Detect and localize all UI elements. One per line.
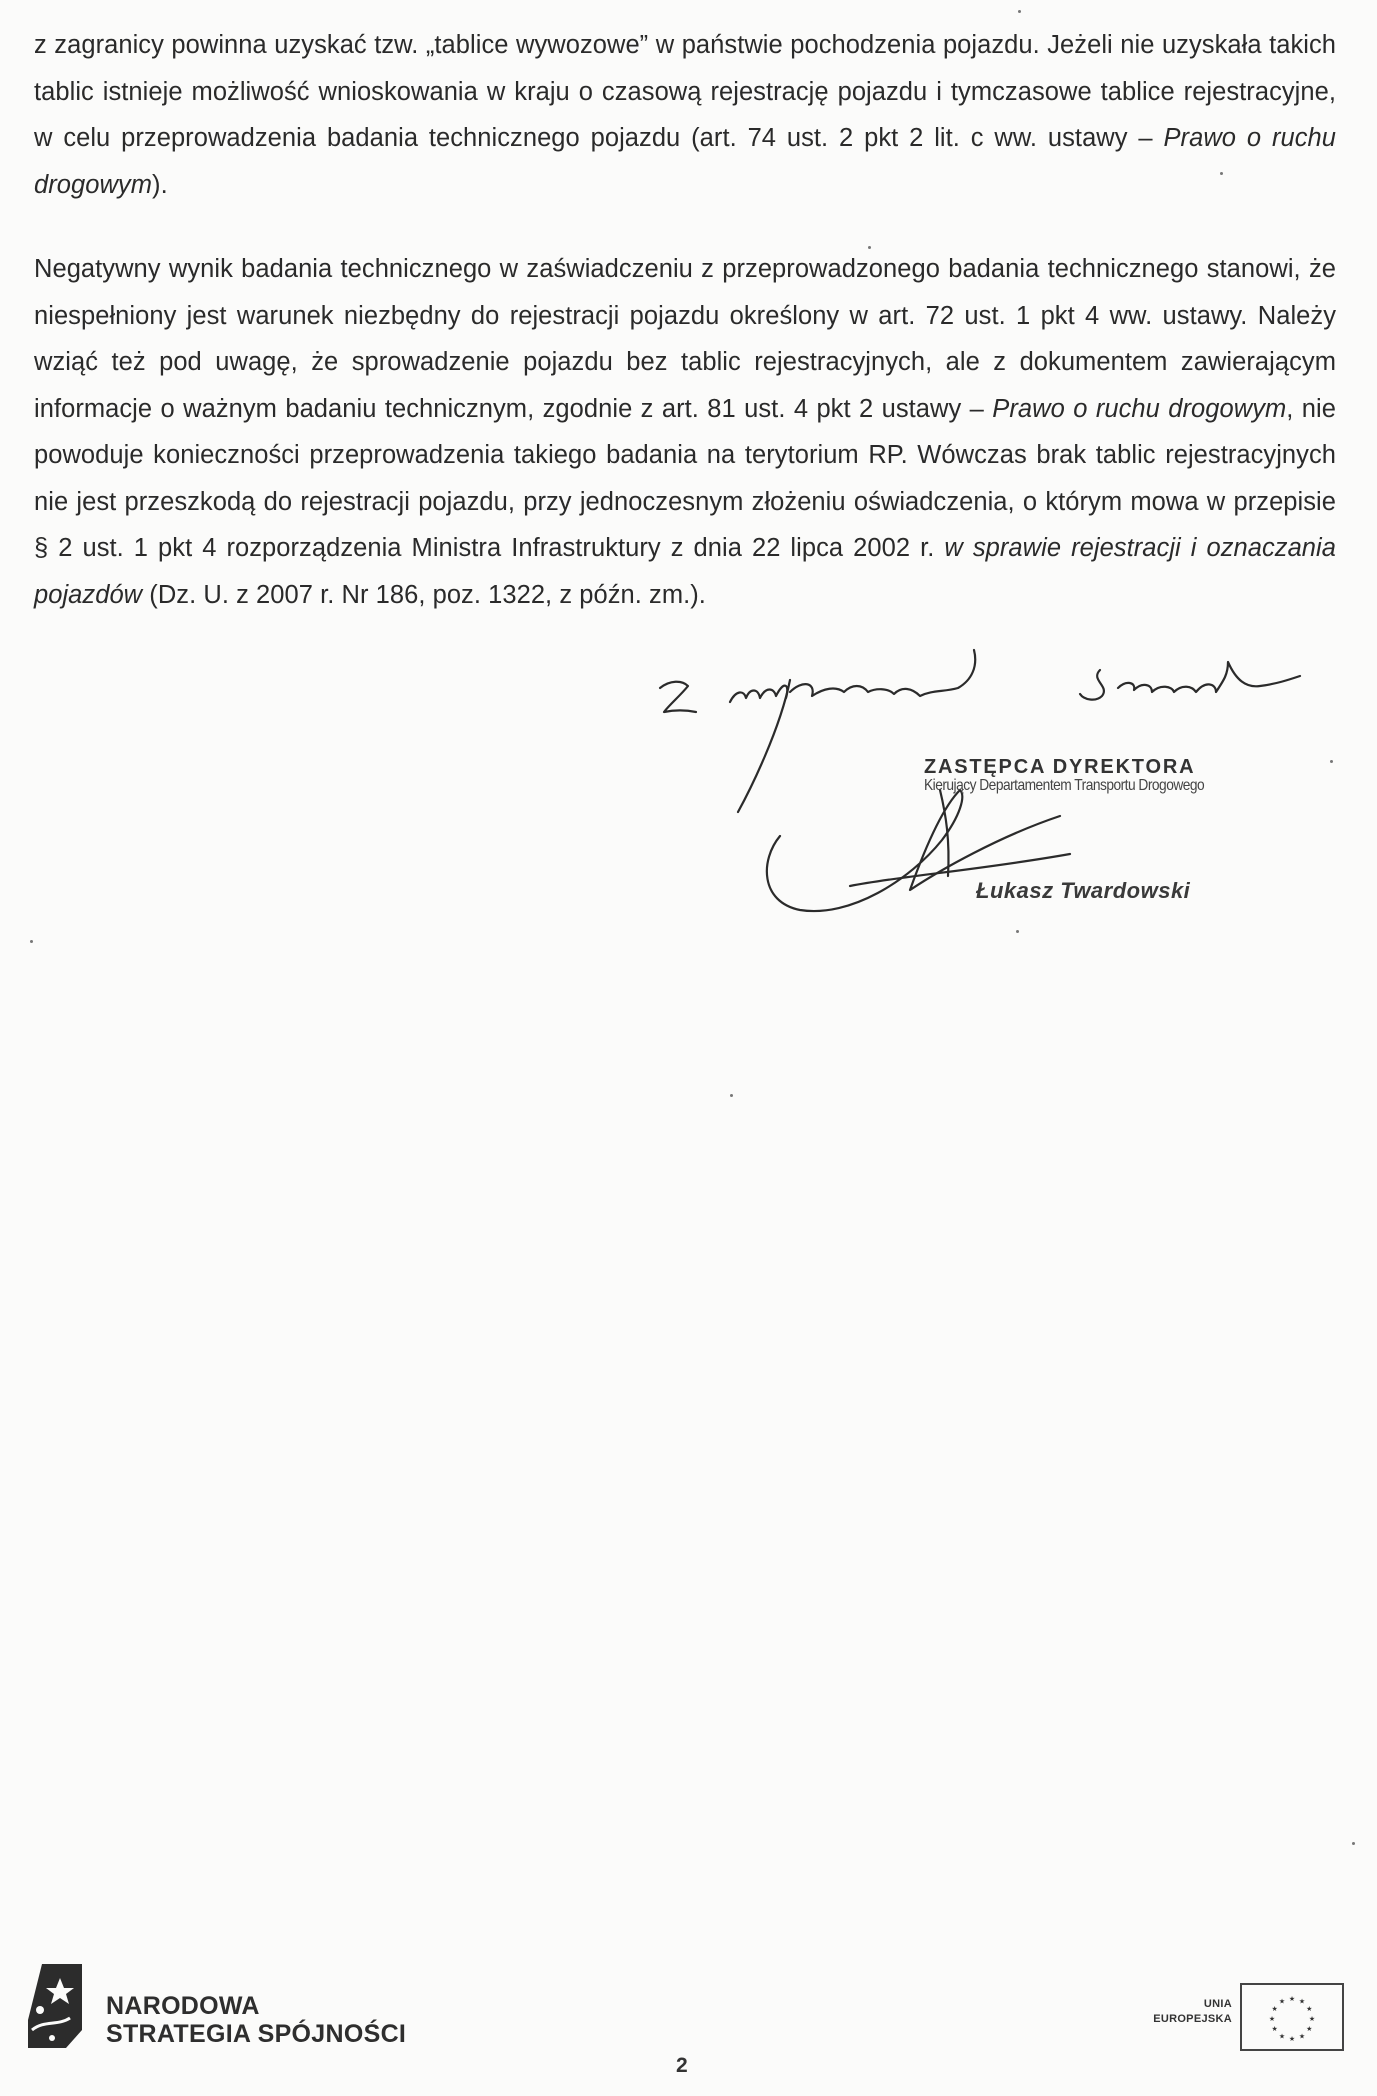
scan-speck (1016, 930, 1019, 933)
eu-star-icon: ★ (1306, 2026, 1313, 2033)
handwritten-signature (640, 640, 1370, 960)
text-run: , nie powoduje konieczności przeprowadzenia takiego badania na terytorium RP. Wówczas brak tablic rejestracyjnych nie jest przeszkodą do rejestracji pojazdu, przy jednoczesnym złożeniu oświadczenia, o którym mowa w przepisie § 2 ust. 1 pkt 4 rozporządzenia Ministra Infrastruktury z dnia 22 lipca 2002 r. (34, 394, 1336, 562)
paragraph-1 (34, 22, 1336, 208)
text-run: ). (152, 170, 168, 199)
text-run: Negatywny wynik badania technicznego w zaświadczeniu z przeprowadzonego badania technicznego stanowi, że niespełniony jest warunek niezbędny do rejestracji pojazdu określony w art. 72 ust. 1 pkt 4 ww. ustawy. Należy wziąć też pod uwagę, że sprowadzenie pojazdu bez tablic rejestracyjnych, ale z dokumentem zawierającym informacje o ważnym badaniu technicznym, zgodnie z art. 81 ust. 4 pkt 2 ustawy – (34, 255, 1336, 423)
scan-speck (30, 940, 33, 943)
scan-speck (1220, 172, 1223, 175)
eu-label: UNIA EUROPEJSKA (1153, 1998, 1232, 2025)
paragraph-2 (34, 246, 1336, 618)
signatory-name: Łukasz Twardowski (976, 878, 1191, 903)
italic-citation: w sprawie rejestracji i oznaczania pojazdów (34, 534, 1336, 609)
eu-star-icon: ★ (1271, 2006, 1278, 2013)
nss-logo-text: NARODOWA STRATEGIA SPÓJNOŚCI (106, 1992, 407, 2048)
text-run: z zagranicy powinna uzyskać tzw. „tablice wywozowe” w państwie pochodzenia pojazdu. Jeżeli nie uzyskała takich tablic istnieje możliwość wnioskowania w kraju o czasową rejestrację pojazdu i tymczasowe tablice rejestracyjne, w celu przeprowadzenia badania technicznego pojazdu (art. 74 ust. 2 pkt 2 lit. c ww. ustawy – (34, 31, 1336, 152)
eu-star-icon: ★ (1278, 1998, 1286, 2006)
signatory-department: Kierujący Departamentem Transportu Drogowego (924, 777, 1205, 794)
scan-speck (1352, 1842, 1355, 1845)
scan-speck (730, 1094, 733, 1097)
eu-star-icon: ★ (1288, 1996, 1296, 2003)
text-run: (Dz. U. z 2007 r. Nr 186, poz. 1322, z późn. zm.). (142, 580, 706, 609)
narodowa-strategia-spojnosci-logo-icon (22, 1960, 100, 2052)
scan-speck (1330, 760, 1333, 763)
eu-star-icon: ★ (1271, 2026, 1278, 2033)
italic-citation: Prawo o ruchu drogowym (992, 394, 1287, 423)
signatory-title-block (924, 756, 1250, 795)
eu-star-icon: ★ (1306, 2006, 1313, 2013)
italic-citation: Prawo o ruchu drogowym (34, 124, 1336, 199)
eu-star-icon: ★ (1308, 2016, 1316, 2023)
scan-speck (1018, 10, 1021, 13)
scan-speck (868, 246, 871, 249)
signatory-title: ZASTĘPCA DYREKTORA (924, 756, 1196, 778)
eu-star-icon: ★ (1298, 1998, 1306, 2006)
eu-star-icon: ★ (1278, 2033, 1286, 2041)
page-number: 2 (676, 2054, 688, 2077)
eu-flag-icon (1240, 1983, 1344, 2051)
eu-star-icon: ★ (1288, 2036, 1296, 2043)
eu-star-icon: ★ (1268, 2016, 1276, 2023)
eu-star-icon: ★ (1298, 2033, 1306, 2041)
